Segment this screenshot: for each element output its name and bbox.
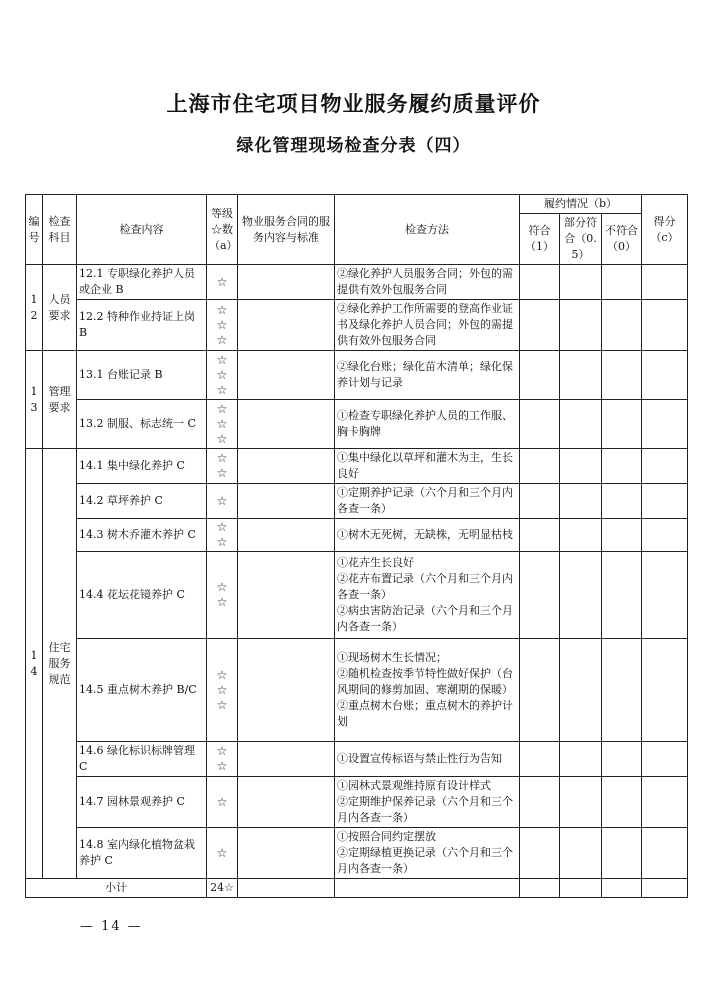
header-none: 不符合（0） <box>602 214 642 265</box>
item-stars: ☆ <box>207 828 238 879</box>
item-score <box>642 484 688 519</box>
item-content: 13.2 制服、标志统一 C <box>77 400 207 449</box>
item-method: ①现场树木生长情况； ②随机检查按季节特性做好保护（台风期间的修剪加固、寒潮期的保暖） ②重点树木台账；重点树木的养护计划 <box>335 639 520 742</box>
subtotal-label: 小计 <box>26 879 207 898</box>
item-none <box>602 265 642 300</box>
table-row <box>26 400 688 449</box>
item-full <box>520 351 560 400</box>
item-contract <box>238 484 335 519</box>
header-performance: 履约情况（b） <box>520 195 642 214</box>
item-none <box>602 742 642 777</box>
item-full <box>520 484 560 519</box>
item-stars: ☆ ☆ <box>207 519 238 552</box>
table-row <box>26 265 688 300</box>
group-subject: 住宅服务规范 <box>43 449 77 879</box>
item-full <box>520 777 560 828</box>
item-none <box>602 449 642 484</box>
group-subject: 管理要求 <box>43 351 77 449</box>
item-stars: ☆ ☆ ☆ <box>207 351 238 400</box>
item-content: 14.7 园林景观养护 C <box>77 777 207 828</box>
item-contract <box>238 351 335 400</box>
item-stars: ☆ ☆ <box>207 742 238 777</box>
item-none <box>602 777 642 828</box>
item-score <box>642 639 688 742</box>
header-score: 得分（c） <box>642 195 688 265</box>
item-contract <box>238 519 335 552</box>
item-none <box>602 300 642 351</box>
item-none <box>602 828 642 879</box>
item-stars: ☆ <box>207 484 238 519</box>
item-full <box>520 552 560 639</box>
item-content: 14.1 集中绿化养护 C <box>77 449 207 484</box>
item-none <box>602 351 642 400</box>
item-none <box>602 552 642 639</box>
item-method: ②绿化养护工作所需要的登高作业证书及绿化养护人员合同；外包的需提供有效外包服务合同 <box>335 300 520 351</box>
item-content: 14.2 草坪养护 C <box>77 484 207 519</box>
item-stars: ☆ <box>207 265 238 300</box>
item-score <box>642 828 688 879</box>
item-partial <box>560 742 602 777</box>
item-method: ①按照合同约定摆放 ②定期绿植更换记录（六个月和三个月内各查一条） <box>335 828 520 879</box>
item-method: ①集中绿化以草坪和灌木为主，生长良好 <box>335 449 520 484</box>
header-content: 检查内容 <box>77 195 207 265</box>
item-full <box>520 300 560 351</box>
inspection-table <box>25 194 688 898</box>
item-contract <box>238 265 335 300</box>
item-stars: ☆ ☆ <box>207 449 238 484</box>
item-none <box>602 639 642 742</box>
item-content: 13.1 台账记录 B <box>77 351 207 400</box>
item-contract <box>238 300 335 351</box>
item-score <box>642 300 688 351</box>
subtotal-empty <box>238 879 335 898</box>
item-full <box>520 449 560 484</box>
item-score <box>642 519 688 552</box>
item-content: 14.8 室内绿化植物盆栽养护 C <box>77 828 207 879</box>
item-method: ①设置宣传标语与禁止性行为告知 <box>335 742 520 777</box>
page-number: — 14 — <box>80 919 143 934</box>
subtotal-empty <box>642 879 688 898</box>
subtotal-empty <box>602 879 642 898</box>
group-subject: 人员要求 <box>43 265 77 351</box>
item-method: ①树木无死树，无缺株，无明显枯枝 <box>335 519 520 552</box>
item-score <box>642 449 688 484</box>
item-stars: ☆ ☆ ☆ <box>207 300 238 351</box>
item-method: ②绿化台账；绿化苗木清单；绿化保养计划与记录 <box>335 351 520 400</box>
item-method: ①园林式景观维持原有设计样式 ②定期维护保养记录（六个月和三个月内各查一条） <box>335 777 520 828</box>
item-score <box>642 351 688 400</box>
table-row <box>26 519 688 552</box>
item-partial <box>560 300 602 351</box>
item-content: 12.2 特种作业持证上岗 B <box>77 300 207 351</box>
item-stars: ☆ ☆ ☆ <box>207 400 238 449</box>
item-full <box>520 265 560 300</box>
item-method: ①定期养护记录（六个月和三个月内各查一条） <box>335 484 520 519</box>
item-partial <box>560 777 602 828</box>
subtotal-empty <box>335 879 520 898</box>
item-partial <box>560 400 602 449</box>
item-full <box>520 400 560 449</box>
group-number: 14 <box>26 449 43 879</box>
subtotal-empty <box>560 879 602 898</box>
item-method: ①花卉生长良好 ②花卉布置记录（六个月和三个月内各查一条） ②病虫害防治记录（六个月和三个月内各查一条） <box>335 552 520 639</box>
item-partial <box>560 351 602 400</box>
item-none <box>602 519 642 552</box>
table-row <box>26 300 688 351</box>
item-method: ①检查专职绿化养护人员的工作服、胸卡胸牌 <box>335 400 520 449</box>
item-none <box>602 484 642 519</box>
item-contract <box>238 400 335 449</box>
table-row <box>26 552 688 639</box>
header-method: 检查方法 <box>335 195 520 265</box>
item-partial <box>560 449 602 484</box>
item-full <box>520 742 560 777</box>
item-partial <box>560 265 602 300</box>
item-full <box>520 519 560 552</box>
item-stars: ☆ ☆ <box>207 552 238 639</box>
item-contract <box>238 639 335 742</box>
item-full <box>520 828 560 879</box>
table-row <box>26 484 688 519</box>
item-content: 14.4 花坛花镜养护 C <box>77 552 207 639</box>
group-number: 13 <box>26 351 43 449</box>
item-score <box>642 400 688 449</box>
item-contract <box>238 828 335 879</box>
item-partial <box>560 639 602 742</box>
header-partial: 部分符合（0.5） <box>560 214 602 265</box>
item-content: 14.6 绿化标识标牌管理 C <box>77 742 207 777</box>
item-stars: ☆ <box>207 777 238 828</box>
item-content: 14.5 重点树木养护 B/C <box>77 639 207 742</box>
item-score <box>642 742 688 777</box>
item-content: 14.3 树木乔灌木养护 C <box>77 519 207 552</box>
table-row <box>26 777 688 828</box>
item-none <box>602 400 642 449</box>
item-content: 12.1 专职绿化养护人员或企业 B <box>77 265 207 300</box>
table-row <box>26 639 688 742</box>
item-contract <box>238 552 335 639</box>
subtotal-value: 24☆ <box>207 879 238 898</box>
header-full: 符合（1） <box>520 214 560 265</box>
table-row <box>26 828 688 879</box>
item-method: ②绿化养护人员服务合同；外包的需提供有效外包服务合同 <box>335 265 520 300</box>
table-row <box>26 449 688 484</box>
group-number: 12 <box>26 265 43 351</box>
item-partial <box>560 552 602 639</box>
item-score <box>642 777 688 828</box>
item-partial <box>560 519 602 552</box>
item-contract <box>238 449 335 484</box>
subtotal-empty <box>520 879 560 898</box>
item-partial <box>560 828 602 879</box>
item-score <box>642 552 688 639</box>
header-subject: 检查科目 <box>43 195 77 265</box>
item-full <box>520 639 560 742</box>
table-row <box>26 742 688 777</box>
header-no: 编号 <box>26 195 43 265</box>
item-partial <box>560 484 602 519</box>
header-grade: 等级☆数（a） <box>207 195 238 265</box>
item-score <box>642 265 688 300</box>
table-row <box>26 351 688 400</box>
item-contract <box>238 777 335 828</box>
subtotal-row <box>26 879 688 898</box>
item-contract <box>238 742 335 777</box>
item-stars: ☆ ☆ ☆ <box>207 639 238 742</box>
page-title: 上海市住宅项目物业服务履约质量评价 <box>166 91 541 116</box>
header-contract: 物业服务合同的服务内容与标准 <box>238 195 335 265</box>
page-subtitle: 绿化管理现场检查分表（四） <box>236 136 471 156</box>
